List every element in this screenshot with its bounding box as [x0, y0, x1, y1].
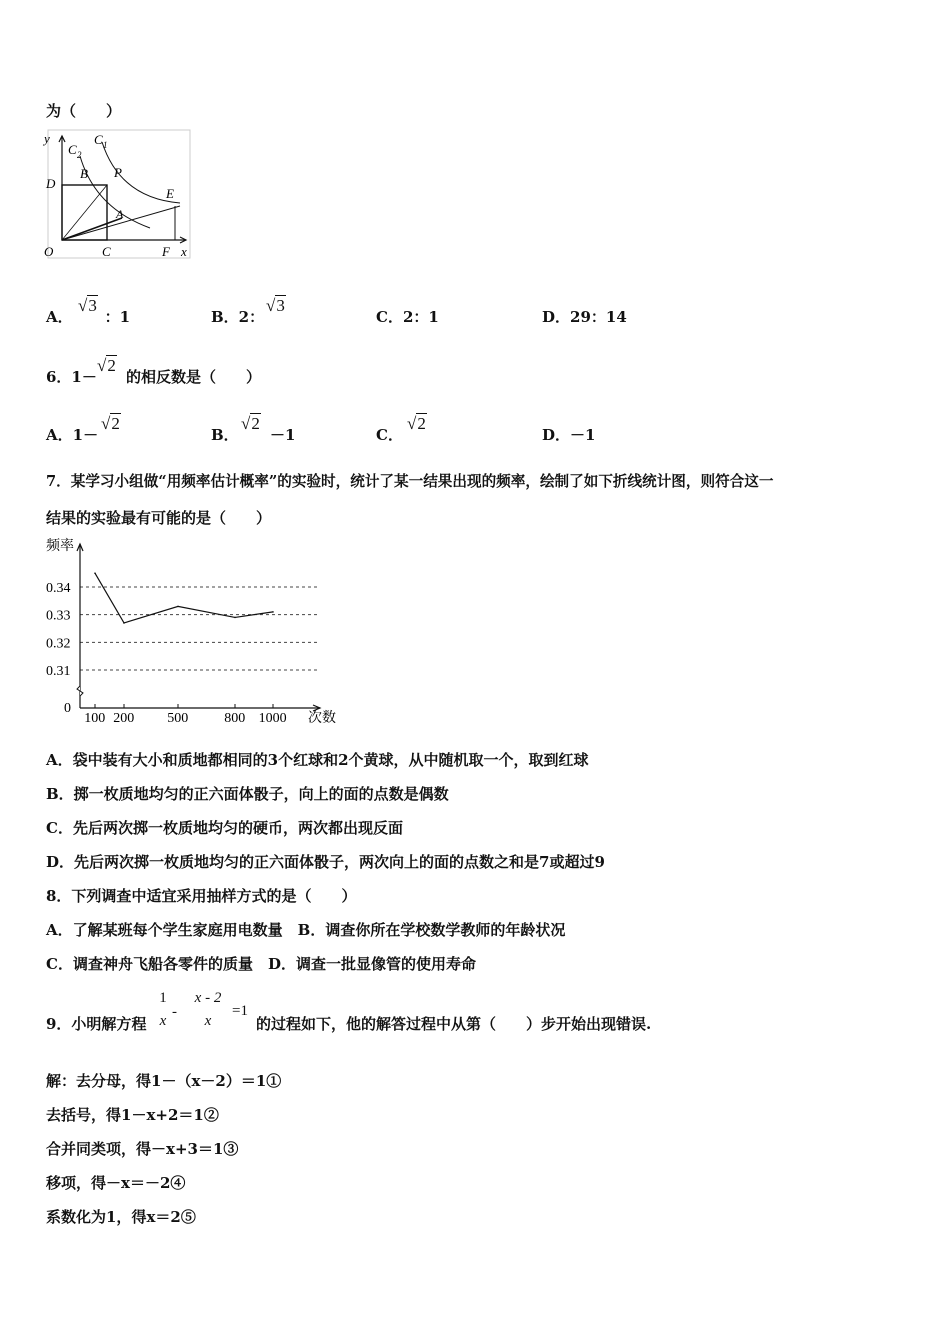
fig-label-c2-sub: 2 [77, 150, 82, 160]
fig-label-o: O [44, 244, 54, 259]
q9-step-5: 系数化为1，得x＝2⑤ [46, 1208, 196, 1226]
q9-step-4: 移项，得－x＝－2④ [46, 1174, 186, 1192]
q6-option-d: D．－1 [542, 426, 596, 444]
y-tick-label: 0.32 [46, 636, 71, 652]
data-point [94, 572, 96, 574]
fig-label-c1: C [94, 132, 103, 147]
q9-minus: - [172, 1004, 177, 1020]
fig-label-c: C [102, 244, 111, 259]
fig-label-y: y [44, 131, 50, 146]
q5-option-c: C．2：1 [376, 308, 439, 326]
q6-option-a-sqrt: √2 [101, 414, 120, 433]
frequency-line-chart [40, 536, 350, 728]
q6-stem-sqrt: √2 [97, 356, 116, 375]
x-tick-label: 200 [113, 711, 135, 726]
q9-step-2: 去括号，得1－x+2＝1② [46, 1106, 219, 1124]
q6-stem-prefix: 6．1－ [46, 368, 97, 386]
q7-option-a: A．袋中装有大小和质地都相同的3个红球和2个黄球，从中随机取一个，取到红球 [46, 751, 589, 769]
q8-options-line1: A．了解某班每个学生家庭用电数量 B．调查你所在学校数学教师的年龄状况 [46, 921, 566, 939]
q7-option-d: D．先后两次掷一枚质地均匀的正六面体骰子，两次向上的面的点数之和是7或超过9 [46, 853, 605, 871]
fig-label-b: B [80, 166, 88, 181]
x-tick-label: 1000 [258, 711, 287, 726]
q9-equals-one: =1 [232, 1003, 248, 1019]
q7-option-c: C．先后两次掷一枚质地均匀的硬币，两次都出现反面 [46, 819, 403, 837]
q8-stem: 8．下列调查中适宜采用抽样方式的是（ ） [46, 887, 357, 905]
x-tick-label: 100 [84, 711, 106, 726]
data-point [177, 606, 179, 608]
q9-fraction-1: 1 x [159, 990, 167, 1029]
q5-option-b: B．2： [211, 308, 265, 326]
data-point [234, 617, 236, 619]
fig-label-c1-sub: 1 [103, 140, 108, 150]
q5-option-a: A． ：1 [46, 308, 131, 326]
x-tick-label: 500 [167, 711, 189, 726]
q7-option-b: B．掷一枚质地均匀的正六面体骰子，向上的面的点数是偶数 [46, 785, 449, 803]
q8-options-line2: C．调查神舟飞船各零件的质量 D．调查一批显像管的使用寿命 [46, 955, 476, 973]
data-point [123, 622, 125, 624]
fig-label-a: A [116, 207, 124, 221]
y-tick-label: 0.34 [46, 581, 71, 596]
frequency-series-line [95, 573, 273, 623]
q6-option-b-suffix: －1 [270, 426, 296, 444]
q9-stem-prefix: 9．小明解方程 [46, 1015, 147, 1033]
y-tick-label: 0.31 [46, 664, 71, 679]
origin-label: 0 [64, 701, 71, 716]
data-point [272, 611, 274, 613]
q6-option-c-sqrt: √2 [407, 414, 426, 433]
fig-label-p: P [114, 165, 122, 180]
fig-label-f: F [162, 244, 170, 259]
q7-stem-line1: 7．某学习小组做“用频率估计概率”的实验时，统计了某一结果出现的频率，绘制了如下折线统计图，则符合这一 [46, 473, 774, 490]
fig-label-c2: C [68, 142, 77, 157]
x-axis-label: 次数 [308, 711, 336, 726]
fig-label-d: D [46, 176, 56, 191]
q5-option-a-sqrt: √3 [78, 296, 97, 315]
x-tick-label: 800 [224, 711, 246, 726]
q9-fraction-2: x - 2 x [194, 990, 222, 1029]
q5-geometry-figure [40, 128, 200, 263]
q5-option-d: D．29：14 [542, 308, 627, 326]
q9-step-3: 合并同类项，得－x+3＝1③ [46, 1140, 239, 1158]
q6-option-c: C． [376, 426, 403, 444]
q6-stem-suffix: 的相反数是（ ） [126, 368, 262, 386]
q6-option-b-sqrt: √2 [241, 414, 260, 433]
fig-label-e: E [166, 186, 174, 201]
y-axis-label: 频率 [46, 539, 74, 554]
q5-option-b-sqrt: √3 [266, 296, 285, 315]
q5-stem-tail: 为（ ） [46, 102, 122, 120]
q9-stem-suffix: 的过程如下，他的解答过程中从第（ ）步开始出现错误. [256, 1015, 652, 1033]
axis-break-mark [77, 686, 83, 696]
q9-step-1: 解：去分母，得1－（x－2）＝1① [46, 1072, 282, 1090]
q6-option-a: A．1－ [46, 426, 99, 444]
fig-label-x: x [181, 244, 187, 259]
y-tick-label: 0.33 [46, 608, 71, 624]
q6-option-b: B． [211, 426, 239, 444]
q7-stem-line2: 结果的实验最有可能的是（ ） [46, 509, 272, 527]
